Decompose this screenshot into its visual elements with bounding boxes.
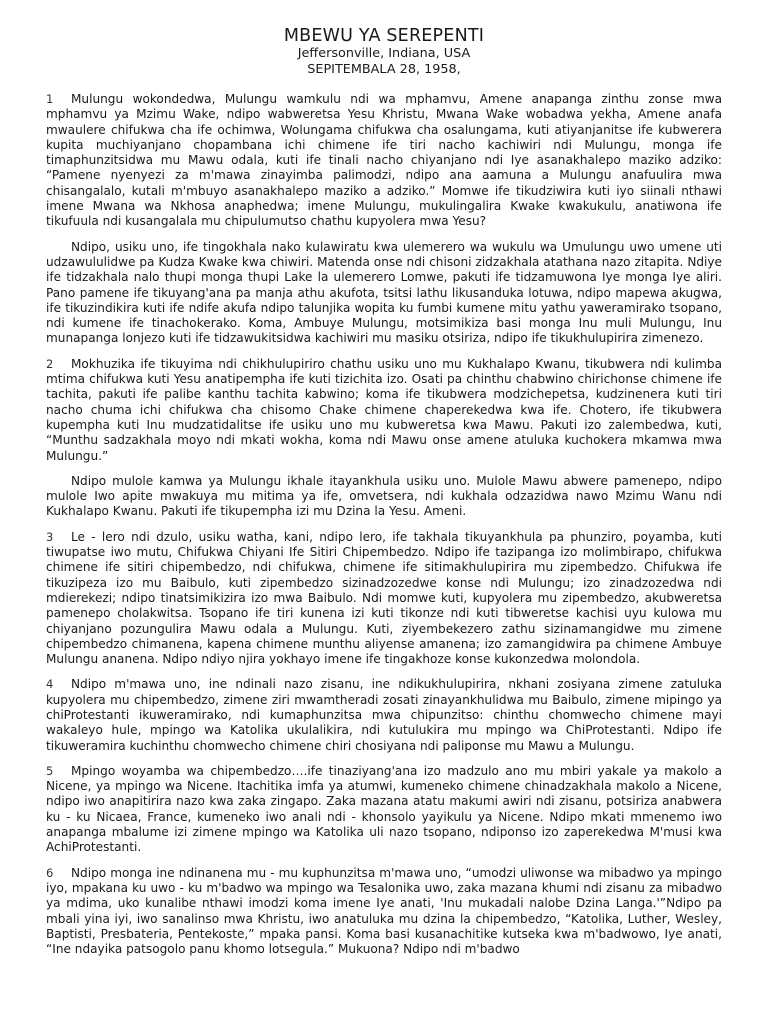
paragraph <box>46 530 722 668</box>
paragraph-text: Mulungu wokondedwa, Mulungu wamkulu ndi wa mphamvu, Amene anapanga zinthu zonse mwa mphamvu ya Mzimu Wake, ndipo wabweretsa Yesu Khristu, Mwana Wake wobadwa yekha, Amene anafa mwaulere chifukwa cha ife ochimwa, Wolungama chifukwa cha osalungama, kuti atiyanjanitse ife kubwerera kupita muchiyanjano chopambana ichi chimene ife tiri nacho kachiwiri ndi Mulungu, monga ife timaphunzitsidwa mu Mawu odala, kuti ife tinali nacho chiyanjano ndi Iye asanakhalepo maziko adziko: “Pamene nyenyezi za m'mawa zinayimba palimodzi, ndipo ana aamuna a Mulungu anafuulira mwa chisangalalo, kutali m'mbuyo asanakhalepo maziko a adziko.” Momwe ife tikudziwira kuti iyo siinali nthawi imene Mwana wa Nkhosa anaphedwa; imene Mulungu, mukulingalira Kwake kwakukulu, anatiwona ife tikufuula ndi kusangalala mu chipulumutso chathu kupyolera mwa Yesu? <box>46 92 722 229</box>
paragraph-number: 1 <box>46 92 54 106</box>
paragraph-text: Mokhuzika ife tikuyima ndi chikhulupiriro chathu usiku uno mu Kukhalapo Kwanu, tikubwera ndi kulimba mtima chifukwa kuti Yesu anatipempha ife kuti tizichita izo. Osati pa chinthu chabwino chirichonse chimene ife tachita, pakuti ife palibe kanthu tachita kabwino; koma ife tikubwera modzichepetsa, kudzinenera kuti tiri nacho chuma ichi chifukwa cha chisomo Chake chimene chaperekedwa kwa ife. Chotero, ife tikubwera kupempha kuti Inu mudzatidalitse ife usiku uno mu kubweretsa kwa Mawu. Pakuti izo zalembedwa, kuti, “Munthu sadzakhala moyo ndi mkati wokha, koma ndi Mawu onse amene atuluka kuchokera mkamwa mwa Mulungu.” <box>46 356 722 463</box>
paragraph-text: Ndipo monga ine ndinanena mu - mu kuphunzitsa m'mawa uno, “umodzi uliwonse wa mibadwo ya mpingo iyo, mpakana ku uwo - ku m'badwo wa mpingo wa Tesalonika uwo, zaka mazana khumi ndi zisanu za mibadwo ya mdima, uko kunalibe nthawi imodzi koma imene Iye anati, 'Inu mukadali nalobe Dzina Langa.'”Ndipo pa mbali yina iyi, iwo sanalinso mwa Khristu, iwo anatuluka mu dzina la chipembedzo, “Katolika, Luther, Wesley, Baptisti, Presbateria, Pentekoste,” mpaka pansi. Koma basi kusanachitike kutseka kwa m'badwowo, Iye anati, “Ine ndayika patsogolo panu khomo lotsegula.” Mukuona? Ndipo ndi m'badwo <box>46 865 722 957</box>
paragraph-number: 5 <box>46 763 54 778</box>
paragraph-number: 3 <box>46 529 54 544</box>
paragraph <box>46 764 722 856</box>
paragraph-text: Ndipo m'mawa uno, ine ndinali nazo zisanu, ine ndikukhulupirira, nkhani zosiyana zimene zatuluka kupyolera mu chipembedzo, zimene ziri mwamtheradi zosati zinayankhulidwa mu Baibulo, zimene mipingo ya chiProtestanti ikuweramirako, ndi kumaphunzitsa mwa chipunzitso: chinthu chomwecho chimene mayi wakaleyo hule, mpingo wa Katolika ukulalikira, ndi kutulukira mu mpingo wa ChiProtestanti. Ndipo ife tikuweramira kuchinthu chomwecho chimene chiri chosiyana ndi paliponse mu Mawu a Mulungu. <box>46 677 722 753</box>
paragraph-text: Mpingo woyamba wa chipembedzo….ife tinaziyang'ana izo madzulo ano mu mbiri yakale ya makolo a Nicene, ya mpingo wa Nicene. Itachitika imfa ya atumwi, kumeneko chimene chinadzakhala makolo a Nicene, ndipo iwo anapitirira nazo kwa zaka zingapo. Zaka mazana atatu makumi awiri ndi zisanu, potsiriza anabwera ku - ku Nicaea, France, kumeneko iwo anali ndi - khonsolo yayikulu ya Nicene. Ndipo mkati mmenemo iwo anapanga mbalume izi zimene mpingo wa Katolika uli nazo tsopano, ndiponso izo zaperekedwa M'musi kwa AchiProtestanti. <box>46 763 722 855</box>
paragraph <box>46 92 722 230</box>
sermon-location: Jeffersonville, Indiana, USA <box>297 46 471 61</box>
paragraph <box>46 240 722 347</box>
paragraph <box>46 357 722 464</box>
paragraph-text: Ndipo mulole kamwa ya Mulungu ikhale itayankhula usiku uno. Mulole Mawu abwere pamenepo, ndipo mulole Iwo apite mwakuya mu mitima ya ife, omvetsera, ndi kukhala odzazidwa nawo Mzimu Wanu ndi Kukhalapo Kwanu. Pakuti ife tikupempha izi mu Dzina la Yesu. Ameni. <box>46 473 722 519</box>
paragraph-number: 6 <box>46 865 54 880</box>
paragraph-number: 2 <box>46 356 54 371</box>
document-header <box>46 26 722 78</box>
paragraph-text: Ndipo, usiku uno, ife tingokhala nako kulawiratu kwa ulemerero wa wukulu wa Umulungu uwo umene uti udzawululidwe pa Kudza Kwake kwa chiwiri. Matenda onse ndi chisoni zidzakhala atathana nazo zitapita. Ndiye ife tidzakhala nalo thupi monga thupi Lake la ulemerero Lomwe, pakuti ife tidzamuwona Iye monga Iye aliri. Pano pamene ife tikuyang'ana pa manja athu akufota, tsitsi lathu likusanduka lotuwa, ndipo mapewa akugwa, ife tikuzindikira kuti ife ndife akufa ndipo talunjika wopita ku fumbi kumene mitu yathu yaweramirako tsopano, ndi kumene ife tinachokerako. Koma, Ambuye Mulungu, motsimikiza basi monga Inu muli Mulungu, Inu munapanga lonjezo kuti ife tidzawukitsidwa kachiwiri mu masiku otsiriza, ndipo ife tikukhulupirira zimenezo. <box>46 239 722 346</box>
paragraph <box>46 677 722 753</box>
sermon-date: SEPITEMBALA 28, 1958, <box>307 62 461 77</box>
sermon-title: MBEWU YA SEREPENTI <box>283 26 485 46</box>
paragraph <box>46 866 722 958</box>
paragraph <box>46 474 722 520</box>
paragraph-text: Le - lero ndi dzulo, usiku watha, kani, ndipo lero, ife takhala tikuyankhula pa phunziro, poyamba, kuti tiwupatse iwo mutu, Chifukwa Chiyani Ife Sitiri Chipembedzo. Ndipo ife tazipanga izo molimbirapo, chifukwa chimene ife sitiri chipembedzo, ndi chifukwa, chimene ife sitimakhulupirira mu zipembedzo. Chifukwa ife tikuzipeza izo mu Baibulo, kuti zipembedzo sizinadzozedwe konse ndi Mulungu; izo zinadzozedwa ndi mdierekezi; ndipo tinatsimikizira izo mwa Baibulo. Ndi momwe kuti, kupyolera mu zipembedzo, akubweretsa pamenepo cholakwitsa. Tsopano ife tiri kunena izi kuti tikonze ndi kuti tibweretse kachisi uyu kulowa mu chiyanjano pozungulira Mawu odala a Mulungu. Kuti, ziyembekezero zathu sizinamangidwe mu zimene chipembedzo chimanena, kapena chimene munthu aliyense amanena; izo zamangidwira pa chimene Ambuye Mulungu ananena. Ndipo ndiyo njira yokhayo imene ife tingakhoze konse kukonzedwa molondola. <box>46 529 722 667</box>
paragraph-number: 4 <box>46 677 54 692</box>
